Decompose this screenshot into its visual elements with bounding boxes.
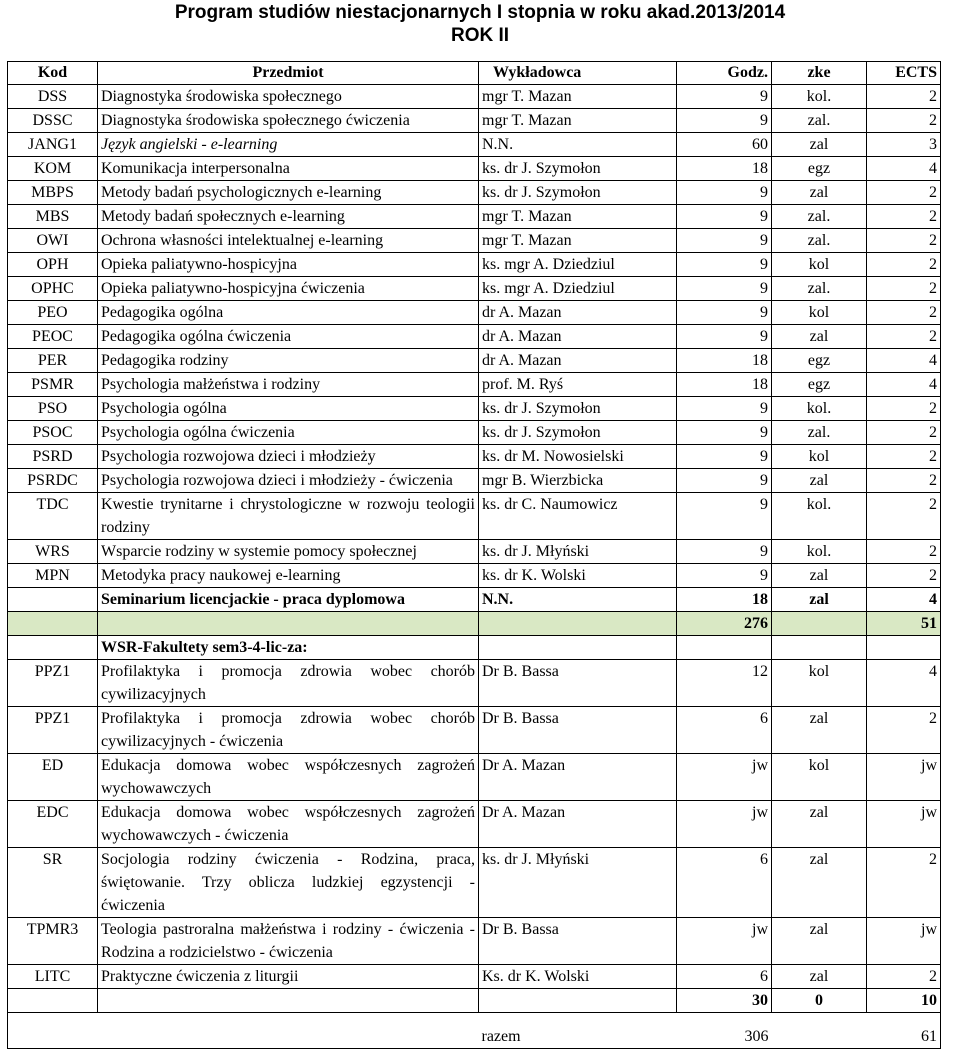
table-row [8,373,941,397]
totals-section [8,989,941,1049]
kod-cell: PSMR [8,373,98,397]
zke-cell: kol. [772,493,867,540]
godz-cell: 9 [677,469,772,493]
subtotal-ects: 51 [867,612,941,636]
przedmiot-cell: Diagnostyka środowiska społecznego ćwiczenia [98,109,479,133]
table-row [8,301,941,325]
przedmiot-cell: Metody badań społecznych e-learning [98,205,479,229]
godz-cell: 9 [677,325,772,349]
header-row [8,62,941,85]
przedmiot-cell: Kwestie trynitarne i chrystologiczne w rozwoju teologii rodziny [98,493,479,540]
przedmiot-cell: Psychologia ogólna [98,397,479,421]
zke-cell: zal [772,707,867,754]
subtotal2-godz: 30 [677,989,772,1013]
przedmiot-cell: Teologia pastroralna małżeństwa i rodziny - ćwiczenia - Rodzina a rodzicielstwo - ćwiczenia [98,918,479,965]
zke-cell: zal [772,133,867,157]
kod-cell: PEOC [8,325,98,349]
ects-cell: jw [867,801,941,848]
przedmiot-cell: Psychologia rozwojowa dzieci i młodzieży [98,445,479,469]
wykladowca-cell: ks. dr M. Nowosielski [479,445,677,469]
ects-cell: jw [867,754,941,801]
wykladowca-cell: mgr B. Wierzbicka [479,469,677,493]
table-row [8,707,941,754]
kod-cell: KOM [8,157,98,181]
table-row [8,754,941,801]
zke-cell: zal [772,918,867,965]
kod-cell: MBS [8,205,98,229]
section-title: WSR-Fakultety sem3-4-lic-za: [98,636,479,660]
zke-cell: egz [772,349,867,373]
zke-cell: kol [772,301,867,325]
przedmiot-cell: Psychologia małżeństwa i rodziny [98,373,479,397]
wykladowca-cell: ks. mgr A. Dziedziul [479,277,677,301]
table-row [8,801,941,848]
wykladowca-cell: Dr A. Mazan [479,754,677,801]
wykladowca-cell: ks. dr K. Wolski [479,564,677,588]
subtotal-section [8,612,941,660]
main-rows [8,85,941,612]
przedmiot-cell: Pedagogika ogólna ćwiczenia [98,325,479,349]
subtotal-godz: 276 [677,612,772,636]
zke-cell: zal [772,325,867,349]
table-row [8,109,941,133]
ects-cell: 4 [867,157,941,181]
zke-cell: zal [772,848,867,918]
header-wykladowca: Wykładowca [479,62,677,85]
page-subtitle: ROK II [450,25,510,46]
zke-cell: zal. [772,277,867,301]
ects-cell: 4 [867,660,941,707]
kod-cell: OPH [8,253,98,277]
kod-cell: MPN [8,564,98,588]
ects-cell: 3 [867,133,941,157]
kod-cell: TPMR3 [8,918,98,965]
table-row [8,918,941,965]
wykladowca-cell: ks. dr J. Szymołon [479,181,677,205]
table-row [8,493,941,540]
godz-cell: 9 [677,205,772,229]
zke-cell: zal [772,965,867,989]
ects-cell: 2 [867,253,941,277]
godz-cell: 12 [677,660,772,707]
table-row [8,205,941,229]
table-row [8,181,941,205]
wykladowca-cell: Dr B. Bassa [479,660,677,707]
section-title-row [8,636,941,660]
przedmiot-cell: Praktyczne ćwiczenia z liturgii [98,965,479,989]
przedmiot-cell: Socjologia rodziny ćwiczenia - Rodzina, praca, świętowanie. Trzy oblicza ludzkiej egzystencji - ćwiczenia [98,848,479,918]
przedmiot-cell: Edukacja domowa wobec współczesnych zagrożeń wychowawczych [98,754,479,801]
zke-cell: zal [772,564,867,588]
ects-cell: 2 [867,469,941,493]
table-row [8,965,941,989]
wykladowca-cell: mgr T. Mazan [479,109,677,133]
subtotal2-ects: 10 [867,989,941,1013]
table-row [8,325,941,349]
table-row [8,349,941,373]
table-row [8,445,941,469]
wykladowca-cell: Dr B. Bassa [479,707,677,754]
kod-cell: JANG1 [8,133,98,157]
kod-cell: ED [8,754,98,801]
kod-cell: DSSC [8,109,98,133]
subtotal2-zke: 0 [772,989,867,1013]
ects-cell: 2 [867,301,941,325]
zke-cell: zal. [772,229,867,253]
kod-cell: OWI [8,229,98,253]
kod-cell: PSRD [8,445,98,469]
godz-cell: jw [677,801,772,848]
godz-cell: 9 [677,445,772,469]
zke-cell: zal [772,469,867,493]
wykladowca-cell: ks. dr J. Młyński [479,540,677,564]
table-row [8,397,941,421]
ects-cell: 2 [867,848,941,918]
godz-cell: 9 [677,181,772,205]
przedmiot-cell: Wsparcie rodziny w systemie pomocy społecznej [98,540,479,564]
kod-cell: PSO [8,397,98,421]
godz-cell: 9 [677,253,772,277]
zke-cell: zal. [772,205,867,229]
wykladowca-cell: mgr T. Mazan [479,229,677,253]
wykladowca-cell: dr A. Mazan [479,349,677,373]
godz-cell: 9 [677,397,772,421]
page-title: Program studiów niestacjonarnych I stopnia w roku akad.2013/2014 [174,2,786,23]
zke-cell: kol. [772,540,867,564]
ects-cell: 4 [867,349,941,373]
kod-cell: SR [8,848,98,918]
godz-cell: 18 [677,373,772,397]
zke-cell: kol [772,253,867,277]
table-row [8,848,941,918]
zke-cell: kol. [772,397,867,421]
study-program-table [7,61,941,1049]
wykladowca-cell: N.N. [479,588,677,612]
kod-cell [8,588,98,612]
ects-cell: 2 [867,229,941,253]
ects-cell: 2 [867,540,941,564]
kod-cell: PPZ1 [8,707,98,754]
godz-cell: jw [677,918,772,965]
przedmiot-cell: Język angielski - e-learning [98,133,479,157]
godz-cell: 9 [677,85,772,109]
ects-cell: 2 [867,707,941,754]
ects-cell: 2 [867,277,941,301]
wykladowca-cell: Ks. dr K. Wolski [479,965,677,989]
wykladowca-cell: ks. dr J. Szymołon [479,421,677,445]
ects-cell: 2 [867,965,941,989]
wykladowca-cell: N.N. [479,133,677,157]
elective-rows [8,660,941,989]
godz-cell: 18 [677,588,772,612]
ects-cell: 2 [867,205,941,229]
przedmiot-cell: Metodyka pracy naukowej e-learning [98,564,479,588]
ects-cell: 2 [867,109,941,133]
ects-cell: 2 [867,421,941,445]
zke-cell: kol [772,445,867,469]
kod-cell: LITC [8,965,98,989]
kod-cell: EDC [8,801,98,848]
godz-cell: 18 [677,157,772,181]
table-row [8,133,941,157]
kod-cell: PPZ1 [8,660,98,707]
kod-cell: OPHC [8,277,98,301]
kod-cell: PER [8,349,98,373]
przedmiot-cell: Psychologia rozwojowa dzieci i młodzieży - ćwiczenia [98,469,479,493]
godz-cell: jw [677,754,772,801]
wykladowca-cell: Dr A. Mazan [479,801,677,848]
wykladowca-cell: ks. mgr A. Dziedziul [479,253,677,277]
table-row [8,469,941,493]
ects-cell: 2 [867,445,941,469]
przedmiot-cell: Komunikacja interpersonalna [98,157,479,181]
ects-cell: 4 [867,373,941,397]
ects-cell: 2 [867,564,941,588]
przedmiot-cell: Opieka paliatywno-hospicyjna [98,253,479,277]
subtotal2-row [8,989,941,1013]
zke-cell: zal [772,181,867,205]
zke-cell: zal. [772,109,867,133]
kod-cell: DSS [8,85,98,109]
subtotal-row [8,612,941,636]
godz-cell: 9 [677,564,772,588]
godz-cell: 9 [677,301,772,325]
zke-cell: zal [772,801,867,848]
total-ects: 61 [867,1013,941,1049]
kod-cell: PSRDC [8,469,98,493]
ects-cell: 2 [867,181,941,205]
godz-cell: 9 [677,229,772,253]
zke-cell: zal. [772,421,867,445]
godz-cell: 9 [677,540,772,564]
header-przedmiot: Przedmiot [98,62,479,85]
total-label: razem [479,1013,677,1049]
wykladowca-cell: ks. dr C. Naumowicz [479,493,677,540]
godz-cell: 6 [677,965,772,989]
total-row [8,1013,941,1049]
przedmiot-cell: Ochrona własności intelektualnej e-learning [98,229,479,253]
godz-cell: 60 [677,133,772,157]
wykladowca-cell: ks. dr J. Młyński [479,848,677,918]
ects-cell: 2 [867,325,941,349]
ects-cell: 2 [867,493,941,540]
table-row [8,253,941,277]
ects-cell: 2 [867,397,941,421]
kod-cell: PSOC [8,421,98,445]
zke-cell: egz [772,157,867,181]
table-row [8,229,941,253]
table-row [8,660,941,707]
przedmiot-cell: Pedagogika ogólna [98,301,479,325]
kod-cell: PEO [8,301,98,325]
wykladowca-cell: dr A. Mazan [479,301,677,325]
godz-cell: 9 [677,493,772,540]
kod-cell: MBPS [8,181,98,205]
header-godz: Godz. [677,62,772,85]
godz-cell: 9 [677,421,772,445]
table-row [8,85,941,109]
wykladowca-cell: ks. dr J. Szymołon [479,157,677,181]
header-zke: zke [772,62,867,85]
ects-cell: 4 [867,588,941,612]
ects-cell: jw [867,918,941,965]
table-row [8,540,941,564]
przedmiot-cell: Profilaktyka i promocja zdrowia wobec chorób cywilizacyjnych [98,660,479,707]
godz-cell: 6 [677,707,772,754]
header-ects: ECTS [867,62,941,85]
zke-cell: kol [772,754,867,801]
wykladowca-cell: mgr T. Mazan [479,205,677,229]
table-row [8,421,941,445]
przedmiot-cell: Psychologia ogólna ćwiczenia [98,421,479,445]
kod-cell: WRS [8,540,98,564]
przedmiot-cell: Diagnostyka środowiska społecznego [98,85,479,109]
przedmiot-cell: Edukacja domowa wobec współczesnych zagrożeń wychowawczych - ćwiczenia [98,801,479,848]
przedmiot-cell: Metody badań psychologicznych e-learning [98,181,479,205]
godz-cell: 9 [677,277,772,301]
przedmiot-cell: Profilaktyka i promocja zdrowia wobec chorób cywilizacyjnych - ćwiczenia [98,707,479,754]
zke-cell: kol [772,660,867,707]
przedmiot-cell: Pedagogika rodziny [98,349,479,373]
wykladowca-cell: dr A. Mazan [479,325,677,349]
table-row [8,157,941,181]
wykladowca-cell: Dr B. Bassa [479,918,677,965]
godz-cell: 18 [677,349,772,373]
table-row [8,588,941,612]
kod-cell: TDC [8,493,98,540]
wykladowca-cell: ks. dr J. Szymołon [479,397,677,421]
total-godz: 306 [677,1013,772,1049]
zke-cell: kol. [772,85,867,109]
przedmiot-cell: Opieka paliatywno-hospicyjna ćwiczenia [98,277,479,301]
wykladowca-cell: mgr T. Mazan [479,85,677,109]
zke-cell: egz [772,373,867,397]
godz-cell: 6 [677,848,772,918]
header-kod: Kod [8,62,98,85]
ects-cell: 2 [867,85,941,109]
table-row [8,564,941,588]
godz-cell: 9 [677,109,772,133]
zke-cell: zal [772,588,867,612]
wykladowca-cell: prof. M. Ryś [479,373,677,397]
table-row [8,277,941,301]
przedmiot-cell: Seminarium licencjackie - praca dyplomowa [98,588,479,612]
